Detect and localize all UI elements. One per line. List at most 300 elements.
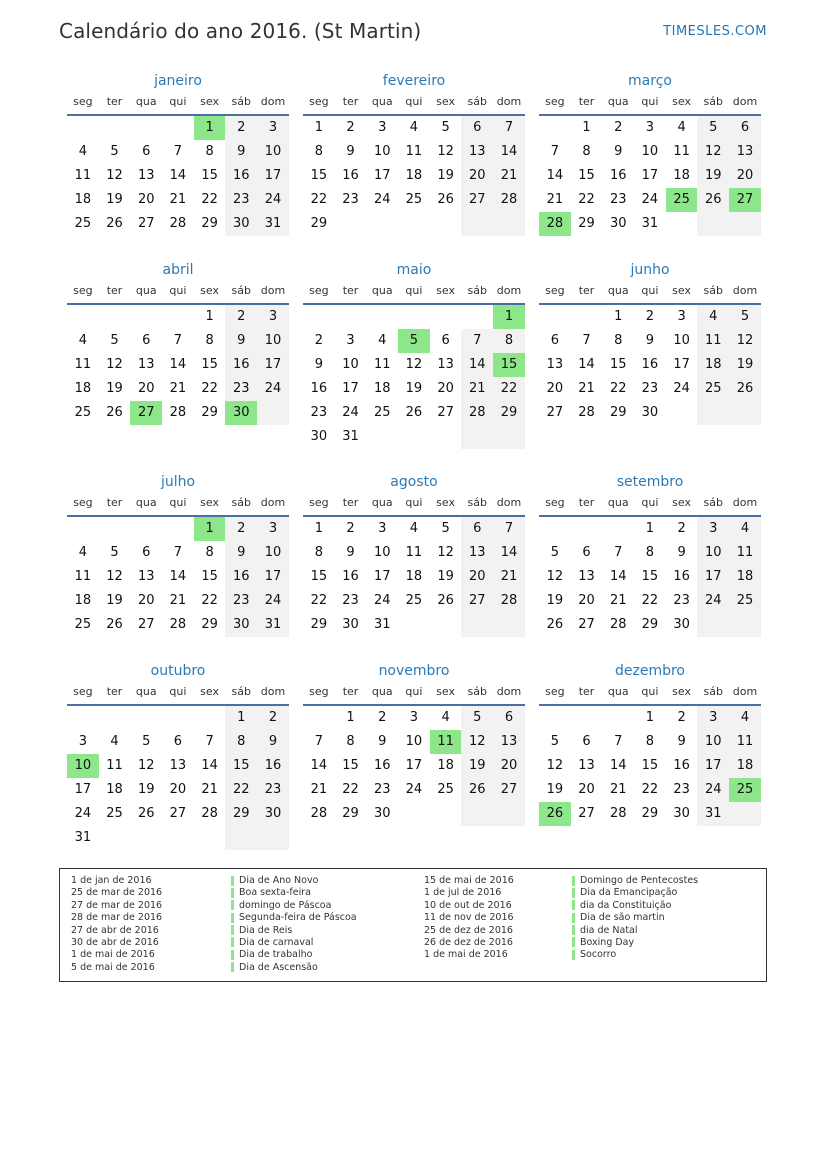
weekday-label: dom [260,95,286,108]
day-cell: 7 [205,734,214,749]
day-cell: 7 [582,333,591,348]
day-cell: 30 [225,401,257,425]
weekday-label: sáb [231,496,252,509]
day-cell: 20 [493,754,525,778]
weekday-label: qui [405,685,423,698]
legend-dates-left [71,875,162,974]
day-grid [303,517,525,637]
weekday-label: sex [436,685,455,698]
day-cell: 11 [74,357,92,372]
day-cell: 5 [441,120,450,135]
day-cell: 18 [106,782,123,797]
day-cell: 16 [373,758,391,773]
day-cell: 20 [169,782,187,797]
empty-cell [366,212,398,236]
day-cell: 20 [461,164,493,188]
legend-row [572,949,698,961]
empty-cell [99,826,131,850]
weekday-label: ter [342,685,359,698]
day-cell: 16 [673,758,690,773]
day-cell: 5 [110,144,119,159]
day-cell: 8 [205,144,214,159]
legend-row [572,925,698,937]
day-cell: 31 [74,830,92,845]
day-cell: 14 [461,353,493,377]
day-cell: 3 [257,305,289,329]
day-cell: 17 [257,353,289,377]
day-cell: 2 [257,706,289,730]
empty-cell [539,305,571,329]
day-cell: 4 [78,333,87,348]
day-cell: 9 [645,333,655,348]
weekday-label: qua [607,284,629,297]
day-cell: 6 [142,545,151,560]
day-grid [67,517,289,637]
day-cell: 4 [729,706,761,730]
day-cell: 27 [578,617,595,632]
day-cell: 9 [225,329,257,353]
day-cell: 17 [405,758,423,773]
weekday-label: seg [309,496,329,509]
weekday-label: sáb [467,95,488,108]
legend-text: Dia de Ano Novo [239,875,319,886]
weekday-label: sáb [231,284,252,297]
day-cell: 28 [609,617,627,632]
weekday-label: qua [135,95,157,108]
day-cell: 4 [697,305,729,329]
month-name: junho [630,262,670,278]
day-cell: 8 [205,545,214,560]
empty-cell [99,305,131,329]
day-cell: 12 [137,758,155,773]
day-cell: 2 [225,116,257,140]
weekday-label: dom [260,496,286,509]
day-cell: 20 [729,164,761,188]
weekday-label: qui [405,496,423,509]
day-cell: 10 [373,545,391,560]
day-cell: 5 [550,545,559,560]
day-cell: 10 [641,144,659,159]
legend-text: Boxing Day [580,936,635,948]
day-cell: 17 [673,357,690,372]
empty-cell [729,212,761,236]
day-cell: 18 [697,353,729,377]
legend-text: 1 de jul de 2016 [424,887,502,899]
day-cell: 9 [225,140,257,164]
day-cell: 24 [74,806,92,821]
day-grid [303,116,525,236]
weekday-label: qua [135,685,157,698]
page-title: Calendário do ano 2016. (St Martin) [59,19,422,43]
empty-cell [162,116,194,140]
day-cell: 28 [201,806,218,821]
empty-cell [697,613,729,637]
weekday-label: qua [371,284,393,297]
day-cell: 19 [405,381,423,396]
day-cell: 5 [110,545,119,560]
weekday-label: sex [672,496,691,509]
legend-row [71,962,162,974]
day-cell: 29 [641,806,659,821]
day-cell: 29 [493,401,525,425]
legend-row [231,962,357,974]
weekday-label: dom [732,95,758,108]
day-cell: 26 [106,216,123,231]
day-cell: 30 [310,429,328,444]
day-cell: 20 [137,381,155,396]
day-cell: 6 [173,734,183,749]
legend-row [424,912,514,924]
day-cell: 6 [729,116,761,140]
day-cell: 15 [201,357,218,372]
weekday-label: qui [405,95,423,108]
day-cell: 9 [257,730,289,754]
legend-text: Domingo de Pentecostes [580,875,699,886]
day-cell: 10 [342,357,359,372]
weekday-label: seg [73,685,93,698]
empty-cell [303,305,335,329]
weekday-label: seg [73,284,93,297]
day-cell: 15 [310,569,328,584]
weekday-label: seg [309,284,329,297]
day-cell: 16 [342,569,359,584]
day-cell: 25 [729,778,761,802]
weekday-label: ter [578,95,595,108]
day-cell: 5 [729,305,761,329]
day-cell: 2 [225,517,257,541]
day-cell: 25 [106,806,123,821]
legend-row [71,912,162,924]
day-cell: 10 [257,541,289,565]
day-cell: 31 [697,802,729,826]
weekday-label: seg [545,496,565,509]
day-cell: 16 [225,565,257,589]
day-cell: 19 [437,168,454,183]
empty-cell [430,613,462,637]
day-cell: 26 [729,377,761,401]
weekday-header [67,682,289,706]
day-cell: 24 [405,782,423,797]
empty-cell [461,305,493,329]
day-cell: 30 [673,617,690,632]
day-cell: 2 [614,120,623,135]
month-maio [303,259,525,449]
day-cell: 12 [106,569,123,584]
weekday-label: dom [496,685,522,698]
day-cell: 21 [609,593,627,608]
empty-cell [461,613,493,637]
day-cell: 5 [110,333,119,348]
day-cell: 9 [346,545,355,560]
empty-cell [697,401,729,425]
empty-cell [493,802,525,826]
empty-cell [493,212,525,236]
day-cell: 5 [398,329,430,353]
day-cell: 7 [614,545,623,560]
legend-names-right [572,875,698,962]
day-cell: 10 [697,541,729,565]
day-cell: 9 [225,541,257,565]
day-cell: 6 [550,333,559,348]
weekday-label: sex [200,496,219,509]
day-cell: 29 [578,216,595,231]
weekday-label: sáb [231,95,252,108]
empty-cell [162,305,194,329]
day-cell: 7 [493,116,525,140]
weekday-label: sex [672,95,691,108]
day-cell: 29 [201,617,218,632]
day-cell: 20 [578,782,595,797]
legend-row [572,912,698,924]
day-cell: 25 [405,192,423,207]
day-cell: 3 [409,710,419,725]
empty-cell [539,116,571,140]
day-cell: 9 [614,144,623,159]
day-cell: 23 [225,188,257,212]
legend-row [71,887,162,899]
brand-link[interactable]: TIMESLES.COM [663,24,767,39]
day-cell: 18 [729,565,761,589]
day-cell: 11 [373,357,391,372]
day-cell: 19 [546,593,564,608]
day-grid [67,116,289,236]
day-cell: 24 [342,405,359,420]
day-cell: 21 [169,192,187,207]
day-cell: 26 [106,617,123,632]
day-cell: 15 [310,168,328,183]
day-cell: 12 [546,758,564,773]
holiday-marker [572,888,575,898]
day-cell: 28 [169,216,187,231]
month-agosto [303,471,525,637]
weekday-label: dom [732,496,758,509]
day-cell: 23 [673,782,690,797]
day-cell: 13 [137,569,155,584]
weekday-label: sex [200,95,219,108]
empty-cell [67,517,99,541]
legend-row [231,912,357,924]
legend-row [572,875,698,887]
day-cell: 15 [641,569,659,584]
day-cell: 12 [106,168,123,183]
day-cell: 21 [169,593,187,608]
empty-cell [194,706,226,730]
day-cell: 23 [673,593,690,608]
empty-cell [666,212,698,236]
weekday-header [303,493,525,517]
legend-row [71,925,162,937]
day-cell: 11 [430,730,462,754]
weekday-label: ter [578,284,595,297]
legend-row [231,900,357,912]
weekday-label: ter [578,496,595,509]
weekday-label: sáb [703,685,724,698]
legend-text: Dia de são martin [580,912,665,924]
day-cell: 28 [461,401,493,425]
day-cell: 25 [373,405,391,420]
day-cell: 17 [697,565,729,589]
weekday-header [539,682,761,706]
day-cell: 4 [378,333,387,348]
weekday-label: ter [342,496,359,509]
day-cell: 1 [493,305,525,329]
weekday-label: qui [641,685,659,698]
legend-row [424,887,514,899]
day-cell: 3 [378,521,387,536]
day-cell: 29 [201,405,218,420]
empty-cell [194,826,226,850]
day-cell: 17 [257,565,289,589]
day-cell: 16 [225,164,257,188]
empty-cell [398,425,430,449]
day-cell: 27 [493,778,525,802]
day-cell: 14 [609,569,627,584]
weekday-label: sex [436,95,455,108]
weekday-label: sex [200,685,219,698]
month-name: outubro [150,663,206,679]
legend-text: domingo de Páscoa [239,899,332,911]
day-cell: 1 [314,120,323,135]
day-cell: 3 [697,706,729,730]
day-cell: 12 [405,357,423,372]
legend-text: dia da Constituição [580,899,672,911]
day-cell: 18 [437,758,454,773]
day-cell: 10 [257,140,289,164]
day-cell: 28 [169,617,187,632]
day-cell: 13 [169,758,187,773]
day-cell: 13 [578,569,595,584]
day-cell: 30 [257,802,289,826]
weekday-label: qua [371,95,393,108]
day-cell: 8 [225,730,257,754]
day-cell: 22 [201,593,218,608]
day-cell: 22 [641,593,659,608]
day-cell: 6 [461,116,493,140]
day-cell: 16 [609,168,627,183]
day-cell: 24 [373,192,391,207]
weekday-label: qui [641,496,659,509]
day-cell: 21 [310,782,328,797]
day-cell: 12 [106,357,123,372]
month-name: fevereiro [382,73,446,89]
legend-row [572,937,698,949]
legend-row [231,875,357,887]
legend-text: 1 de mai de 2016 [71,949,155,961]
day-cell: 14 [169,168,187,183]
weekday-label: sáb [703,496,724,509]
day-cell: 17 [342,381,359,396]
empty-cell [729,401,761,425]
day-cell: 4 [78,144,87,159]
empty-cell [67,706,99,730]
empty-cell [335,305,367,329]
weekday-label: qua [135,496,157,509]
day-cell: 19 [461,754,493,778]
weekday-label: sex [200,284,219,297]
day-cell: 3 [378,120,387,135]
day-cell: 24 [673,381,690,396]
day-cell: 30 [342,617,359,632]
holiday-legend [59,868,767,982]
weekday-label: dom [496,496,522,509]
day-cell: 15 [342,758,359,773]
legend-row [424,937,514,949]
legend-text: Segunda-feira de Páscoa [239,912,357,924]
day-cell: 26 [437,192,454,207]
day-cell: 11 [729,541,761,565]
day-cell: 29 [641,617,659,632]
empty-cell [430,802,462,826]
day-cell: 29 [201,216,218,231]
legend-text: Dia de Reis [239,924,293,936]
weekday-header [67,92,289,116]
day-cell: 13 [437,357,454,372]
day-cell: 14 [609,758,627,773]
empty-cell [162,706,194,730]
day-cell: 2 [677,710,686,725]
day-cell: 26 [461,778,493,802]
legend-text: 27 de abr de 2016 [71,924,159,936]
weekday-label: seg [545,685,565,698]
month-dezembro [539,660,761,826]
empty-cell [225,826,257,850]
day-cell: 11 [74,569,92,584]
empty-cell [162,826,194,850]
holiday-marker [572,937,575,947]
legend-text: 10 de out de 2016 [424,899,512,911]
day-cell: 14 [169,357,187,372]
legend-dates-right [424,875,514,962]
day-cell: 15 [225,754,257,778]
month-fevereiro [303,70,525,236]
day-cell: 9 [378,734,387,749]
day-cell: 26 [106,405,123,420]
day-cell: 14 [169,569,187,584]
weekday-header [303,92,525,116]
day-cell: 19 [546,782,564,797]
day-cell: 13 [461,140,493,164]
weekday-header [539,281,761,305]
empty-cell [67,305,99,329]
holiday-marker [572,876,575,886]
month-name: julho [160,474,196,490]
day-cell: 4 [677,120,686,135]
day-cell: 18 [405,569,423,584]
day-cell: 11 [74,168,92,183]
day-cell: 12 [461,730,493,754]
day-cell: 13 [729,140,761,164]
empty-cell [729,613,761,637]
holiday-marker [231,913,234,923]
day-cell: 16 [342,168,359,183]
day-cell: 31 [342,429,359,444]
day-cell: 3 [645,120,655,135]
month-name: março [628,73,672,89]
day-cell: 28 [310,806,328,821]
empty-cell [335,212,367,236]
day-cell: 1 [314,521,323,536]
day-cell: 10 [673,333,690,348]
empty-cell [666,401,698,425]
month-name: novembro [378,663,450,679]
weekday-label: sáb [703,95,724,108]
empty-cell [539,706,571,730]
legend-row [572,887,698,899]
day-cell: 5 [441,521,450,536]
day-cell: 12 [437,144,454,159]
day-cell: 13 [578,758,595,773]
day-cell: 29 [310,617,328,632]
